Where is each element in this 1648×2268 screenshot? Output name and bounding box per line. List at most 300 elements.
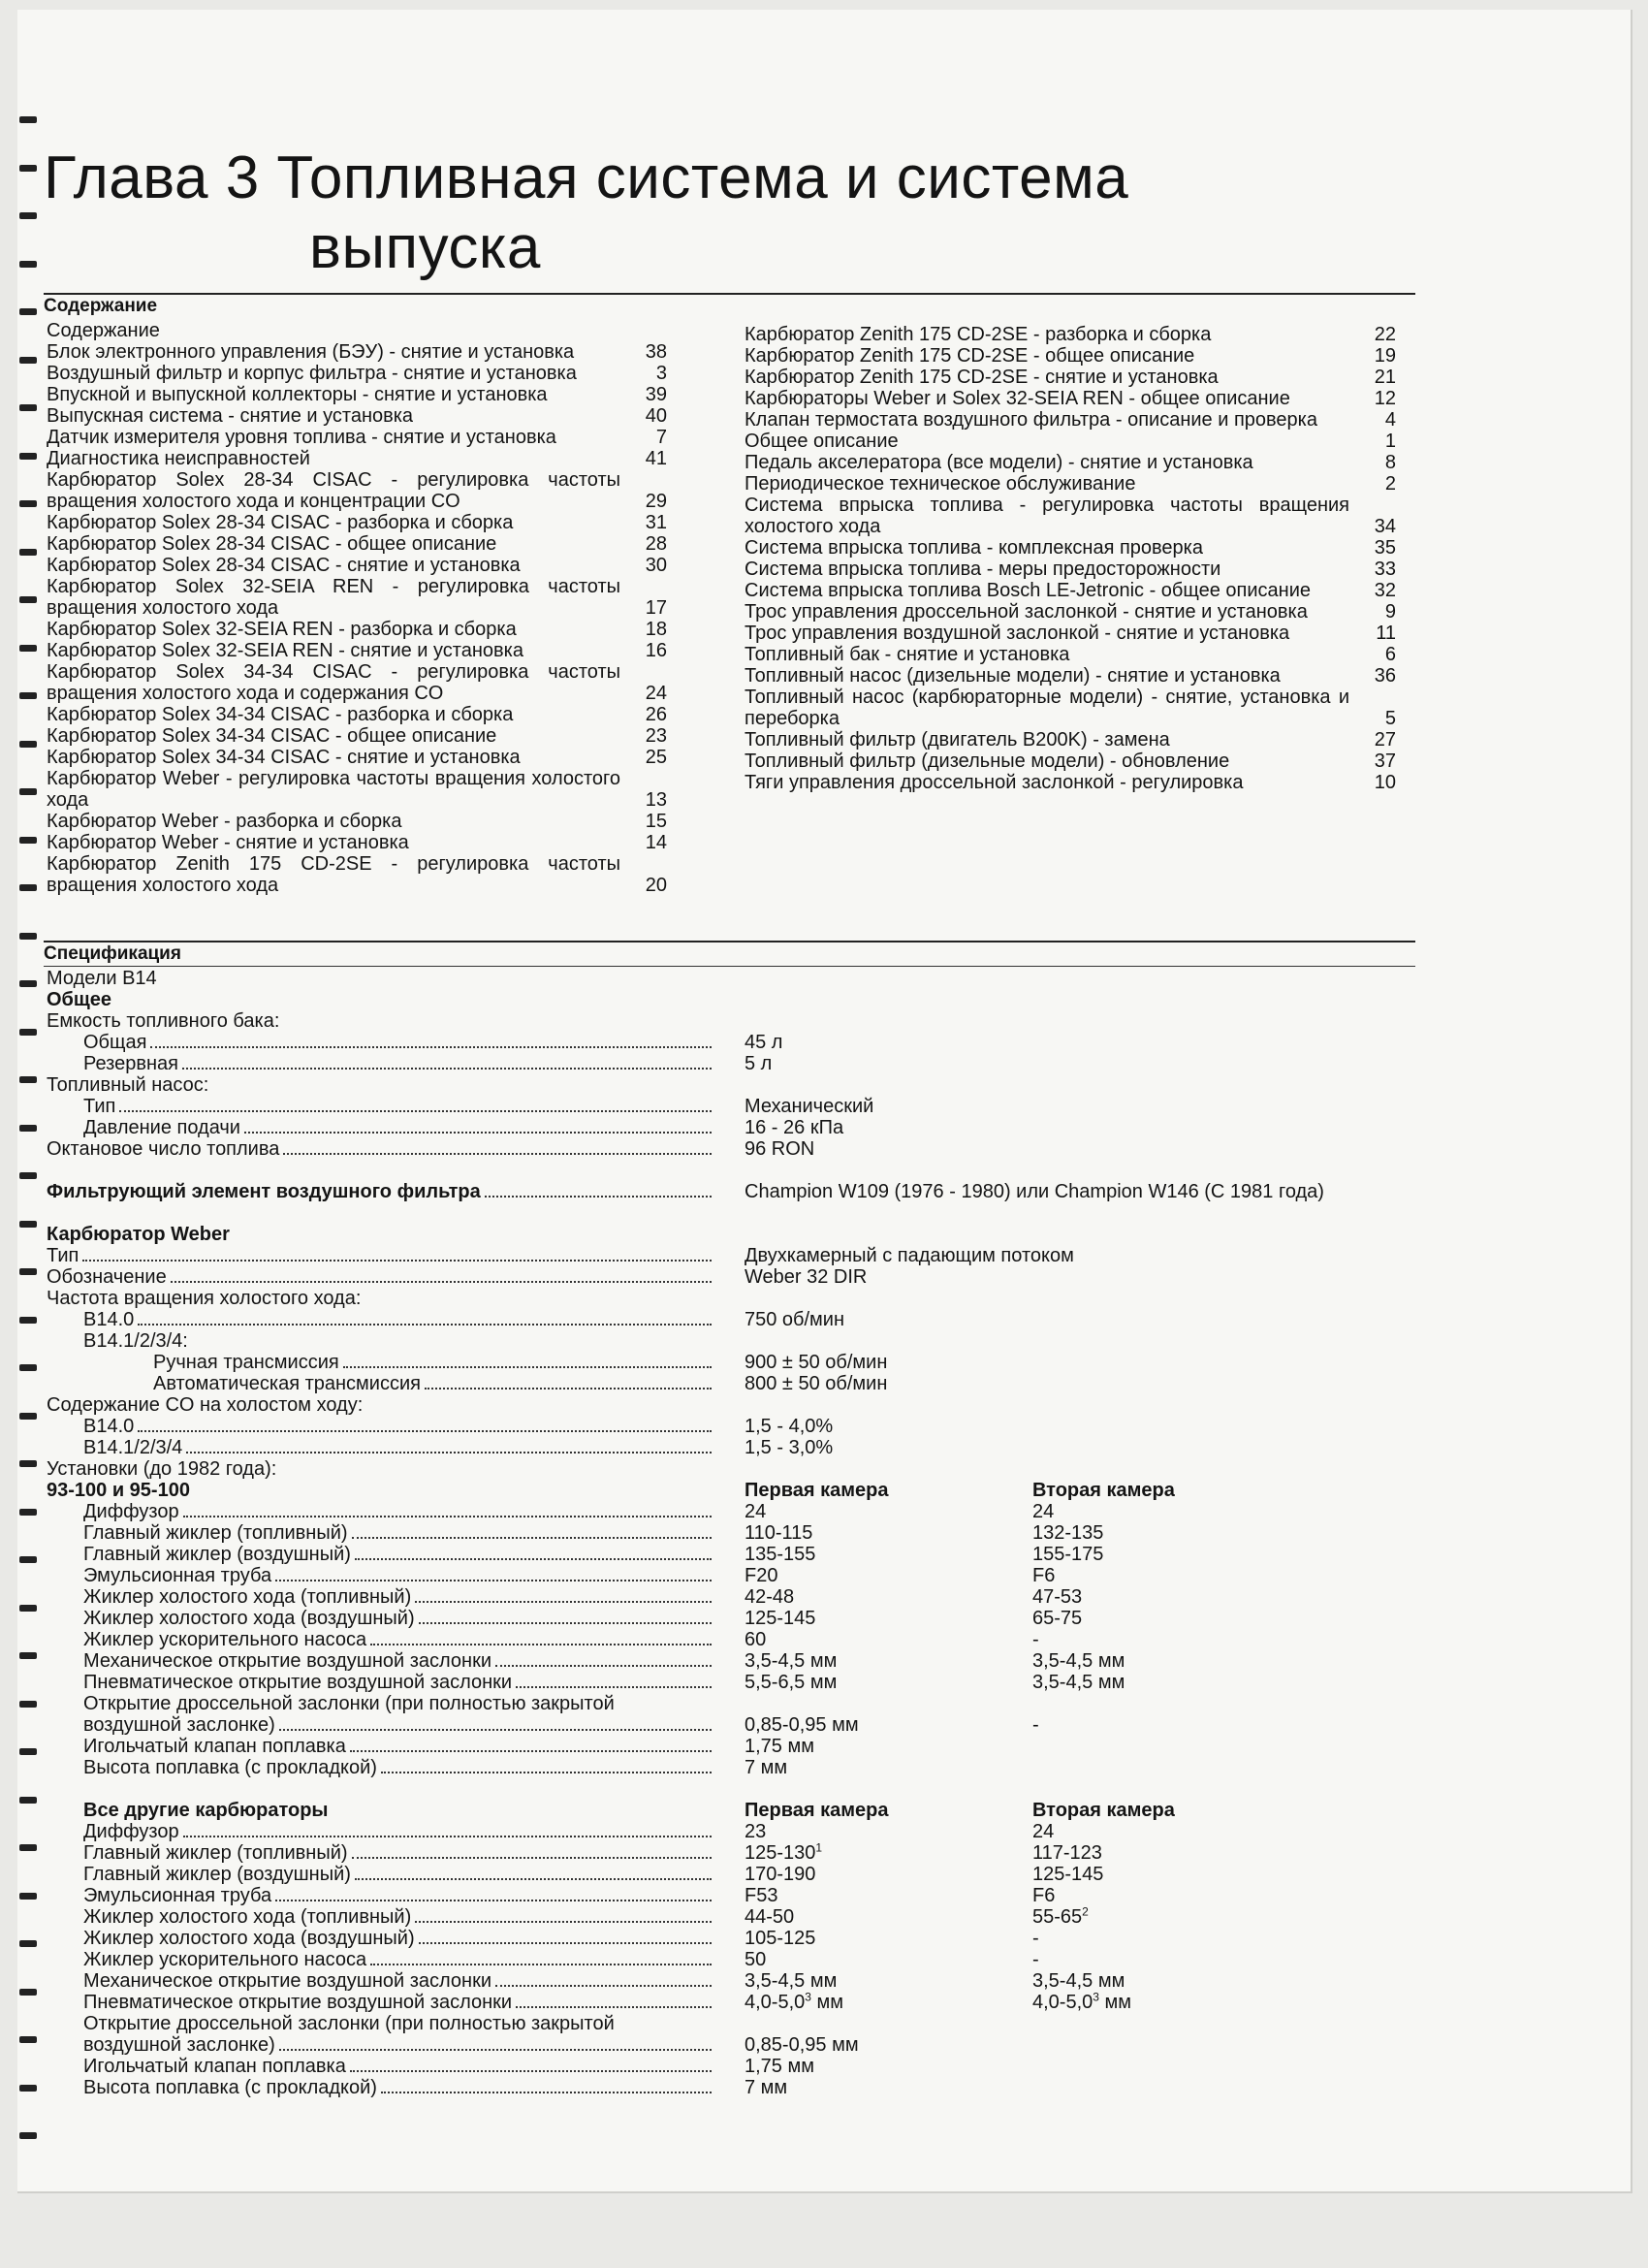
toc-entry-title: Тяги управления дроссельной заслонкой - регулировка	[745, 772, 1244, 793]
chapter-title	[44, 144, 1128, 283]
spec-value-text: 47-53	[1032, 1586, 1083, 1608]
toc-entry	[745, 409, 1396, 431]
binder-holes	[19, 116, 41, 2172]
spec-value-text: Двухкамерный с падающим потоком	[745, 1245, 1074, 1266]
spec-row	[47, 1202, 1442, 1224]
spec-label: Эмульсионная труба	[83, 1885, 272, 1906]
spec-value-text: 60	[745, 1629, 767, 1650]
binder-hole	[19, 1940, 37, 1947]
spec-label: Главный жиклер (топливный)	[83, 1842, 348, 1864]
spec-row	[47, 1928, 1442, 1949]
spec-label: Высота поплавка (с прокладкой)	[83, 1757, 377, 1778]
dot-leader	[186, 1452, 712, 1453]
toc-entry-title: Карбюратор Solex 34-34 CISAC - общее описание	[47, 725, 497, 747]
toc-entry-title: Карбюратор Solex 28-34 CISAC - разборка и сборка	[47, 512, 514, 533]
binder-hole	[19, 1652, 37, 1659]
binder-hole	[19, 1460, 37, 1467]
toc-entry-title: Система впрыска топлива - меры предосторожности	[745, 559, 1221, 580]
spec-value-text: 4,0-5,0	[745, 1992, 806, 2013]
dot-leader	[370, 1964, 712, 1965]
spec-value-primary	[745, 1138, 814, 1160]
toc-entry	[745, 580, 1396, 601]
spec-label: Тип	[47, 1245, 79, 1266]
spec-row	[47, 1544, 1442, 1565]
spec-label: Общая	[83, 1032, 147, 1053]
spec-value-primary	[745, 1928, 815, 1949]
spec-heading	[44, 941, 1415, 964]
binder-hole	[19, 1844, 37, 1851]
spec-value-primary	[745, 1053, 772, 1074]
spec-value-unit: мм	[810, 1992, 844, 2013]
toc-entry-title: Карбюратор Zenith 175 CD-2SE - разборка и сборка	[745, 324, 1212, 345]
spec-value-text: 3,5-4,5 мм	[1032, 1650, 1125, 1672]
toc-entry-title: Карбюраторы Weber и Solex 32-SEIA REN - общее описание	[745, 388, 1290, 409]
toc-entry-page: 33	[1374, 559, 1396, 580]
toc-entry	[47, 555, 667, 576]
toc-entry-page: 8	[1384, 452, 1396, 473]
spec-value-primary	[745, 1181, 1324, 1202]
toc-entry	[745, 751, 1396, 772]
spec-value-secondary	[1032, 1586, 1082, 1608]
spec-row	[47, 1864, 1442, 1885]
toc-entry	[745, 623, 1396, 644]
spec-value-secondary	[1032, 1629, 1039, 1650]
spec-row	[47, 2013, 1442, 2034]
spec-value-text: 110-115	[745, 1522, 813, 1544]
spec-row	[47, 1778, 1442, 1800]
spec-value-text: 3,5-4,5 мм	[1032, 1970, 1125, 1992]
binder-hole	[19, 1413, 37, 1420]
spec-value-primary	[745, 1544, 815, 1565]
footnote-mark: 1	[815, 1840, 823, 1855]
spec-row	[47, 1053, 1442, 1074]
toc-entry-page: 37	[1374, 751, 1396, 772]
spec-value-primary	[745, 1714, 859, 1736]
footnote-mark: 3	[805, 1990, 811, 2004]
binder-hole	[19, 1605, 37, 1612]
toc-entry	[47, 619, 667, 640]
spec-value-text: F6	[1032, 1565, 1056, 1586]
spec-row	[47, 1949, 1442, 1970]
toc-entry-title: Карбюратор Solex 34-34 CISAC - снятие и установка	[47, 747, 521, 768]
spec-value-text: 7 мм	[745, 1757, 788, 1778]
dot-leader	[516, 1686, 712, 1688]
toc-entry-page: 17	[645, 597, 667, 619]
dot-leader	[279, 2049, 712, 2051]
spec-value-secondary	[1032, 1821, 1054, 1842]
toc-entry	[47, 661, 667, 704]
toc-entry-title: Карбюратор Solex 28-34 CISAC - снятие и установка	[47, 555, 521, 576]
toc-entry-title: Карбюратор Solex 32-SEIA REN - снятие и установка	[47, 640, 523, 661]
spec-row	[47, 1650, 1442, 1672]
toc-entry-page: 26	[645, 704, 667, 725]
binder-hole	[19, 1364, 37, 1371]
spec-label: Ручная трансмиссия	[153, 1352, 339, 1373]
dot-leader	[138, 1324, 712, 1326]
spec-value-text: 24	[745, 1501, 767, 1522]
spec-value-primary	[745, 1757, 787, 1778]
spec-value-text: 0,85-0,95 мм	[745, 2034, 859, 2056]
dot-leader	[516, 2006, 712, 2008]
dot-leader	[415, 1921, 712, 1923]
spec-label: Частота вращения холостого хода:	[47, 1288, 362, 1309]
spec-row	[47, 1117, 1442, 1138]
spec-value-text: 16 - 26 кПа	[745, 1117, 844, 1138]
toc-entry-page: 32	[1374, 580, 1396, 601]
chapter-title-line2: выпуска	[309, 214, 541, 281]
spec-label: B14.1/2/3/4:	[83, 1330, 188, 1352]
dot-leader	[370, 1644, 712, 1645]
spec-value-primary	[745, 1629, 766, 1650]
spec-value-text: Champion W109 (1976 - 1980) или Champion W146 (C 1981 года)	[745, 1181, 1324, 1202]
toc-entry-title: Карбюратор Solex 32-SEIA REN - регулировка частоты вращения холостого хода	[47, 576, 620, 619]
binder-hole	[19, 116, 37, 123]
toc-entry-page: 35	[1374, 537, 1396, 559]
spec-value-secondary	[1032, 1970, 1125, 1992]
binder-hole	[19, 308, 37, 315]
toc-entry	[47, 576, 667, 619]
dot-leader	[183, 1516, 712, 1517]
spec-row	[47, 1693, 1442, 1714]
dot-leader	[244, 1132, 712, 1134]
spec-row	[47, 1245, 1442, 1266]
toc-entry-page: 9	[1384, 601, 1396, 623]
toc-entry-title: Карбюратор Solex 28-34 CISAC - общее описание	[47, 533, 497, 555]
spec-label: Карбюратор Weber	[47, 1224, 230, 1245]
spec-label: Диффузор	[83, 1821, 179, 1842]
toc-entry	[47, 427, 667, 448]
spec-value-secondary	[1032, 1885, 1055, 1906]
binder-hole	[19, 357, 37, 364]
spec-label: Открытие дроссельной заслонки (при полностью закрытой	[83, 1693, 615, 1714]
toc-entry	[47, 747, 667, 768]
dot-leader	[171, 1281, 712, 1283]
spec-row	[47, 989, 1442, 1010]
toc-entry-title: Впускной и выпускной коллекторы - снятие и установка	[47, 384, 548, 405]
spec-value-primary	[745, 1373, 887, 1394]
spec-value-text: 1,5 - 4,0%	[745, 1416, 834, 1437]
spec-value-primary	[745, 1501, 766, 1522]
chapter-title-line1: Глава 3 Топливная система и система	[44, 144, 1129, 211]
spec-label: Главный жиклер (воздушный)	[83, 1864, 351, 1885]
spec-label: Фильтрующий элемент воздушного фильтра	[47, 1181, 481, 1202]
spec-row	[47, 2056, 1442, 2077]
toc-entry	[745, 324, 1396, 345]
spec-row	[47, 1330, 1442, 1352]
spec-label: Высота поплавка (с прокладкой)	[83, 2077, 377, 2098]
spec-value-text: 96 RON	[745, 1138, 815, 1160]
toc-entry	[47, 512, 667, 533]
spec-table	[47, 968, 1442, 2098]
toc-entry-title: Карбюратор Weber - регулировка частоты вращения холостого хода	[47, 768, 620, 811]
spec-value-text: 50	[745, 1949, 767, 1970]
toc-entry	[745, 644, 1396, 665]
binder-hole	[19, 1556, 37, 1563]
spec-value-text: 44-50	[745, 1906, 795, 1928]
binder-hole	[19, 2036, 37, 2043]
binder-hole	[19, 1317, 37, 1324]
toc-entry-page: 31	[645, 512, 667, 533]
binder-hole	[19, 1797, 37, 1804]
toc-entry-page: 38	[645, 341, 667, 363]
toc-entry	[745, 665, 1396, 687]
binder-hole	[19, 1748, 37, 1755]
binder-hole	[19, 837, 37, 844]
toc-entry-page: 21	[1374, 367, 1396, 388]
toc-entry-title: Топливный насос (дизельные модели) - снятие и установка	[745, 665, 1281, 687]
spec-label: Жиклер холостого хода (воздушный)	[83, 1928, 415, 1949]
spec-row	[47, 2034, 1442, 2056]
toc-entry-page: 7	[655, 427, 667, 448]
toc-entry-page: 41	[645, 448, 667, 469]
spec-row	[47, 1501, 1442, 1522]
spec-label: Резервная	[83, 1053, 178, 1074]
dot-leader	[350, 2070, 712, 2072]
binder-hole	[19, 980, 37, 987]
spec-value-text: 800 ± 50 об/мин	[745, 1373, 888, 1394]
toc-entry	[745, 495, 1396, 537]
toc-entry	[745, 687, 1396, 729]
spec-row	[47, 1608, 1442, 1629]
toc-entry-title: Датчик измерителя уровня топлива - снятие и установка	[47, 427, 556, 448]
spec-value-text: 125-145	[745, 1608, 816, 1629]
spec-value-text: Вторая камера	[1032, 1800, 1175, 1821]
toc-entry-page: 27	[1374, 729, 1396, 751]
binder-hole	[19, 884, 37, 891]
footnote-mark: 3	[1093, 1990, 1099, 2004]
spec-label: Жиклер холостого хода (воздушный)	[83, 1608, 415, 1629]
toc-entry-page: 29	[645, 491, 667, 512]
toc-entry-title: Карбюратор Weber - разборка и сборка	[47, 811, 402, 832]
spec-label: Установки (до 1982 года):	[47, 1458, 277, 1480]
spec-row	[47, 1416, 1442, 1437]
spec-row	[47, 1586, 1442, 1608]
dot-leader	[119, 1110, 712, 1112]
spec-value-secondary	[1032, 1650, 1125, 1672]
spec-label: Эмульсионная труба	[83, 1565, 272, 1586]
spec-value-primary	[745, 1117, 843, 1138]
spec-divider	[44, 966, 1415, 967]
toc-entry-title: Карбюратор Solex 32-SEIA REN - разборка и сборка	[47, 619, 517, 640]
spec-value-text: 117-123	[1032, 1842, 1102, 1864]
spec-value-text: 900 ± 50 об/мин	[745, 1352, 888, 1373]
spec-row	[47, 1672, 1442, 1693]
spec-row	[47, 1480, 1442, 1501]
toc-entry-title: Система впрыска топлива - регулировка частоты вращения холостого хода	[745, 495, 1349, 537]
toc-entry	[745, 729, 1396, 751]
dot-leader	[343, 1366, 712, 1368]
spec-value-text: 135-155	[745, 1544, 816, 1565]
spec-row	[47, 1032, 1442, 1053]
spec-row	[47, 1352, 1442, 1373]
spec-value-primary	[745, 1821, 766, 1842]
toc-entry-title: Карбюратор Zenith 175 CD-2SE - снятие и установка	[745, 367, 1219, 388]
spec-value-secondary	[1032, 1800, 1175, 1821]
toc-entry	[47, 405, 667, 427]
toc-entry-page: 34	[1374, 516, 1396, 537]
binder-hole	[19, 1029, 37, 1036]
spec-value-secondary	[1032, 1842, 1102, 1864]
spec-label: Механическое открытие воздушной заслонки	[83, 1650, 492, 1672]
spec-value-text: 3,5-4,5 мм	[1032, 1672, 1125, 1693]
spec-row	[47, 1010, 1442, 1032]
spec-value-text: Первая камера	[745, 1800, 889, 1821]
toc-entry-title: Топливный насос (карбюраторные модели) - снятие, установка и переборка	[745, 687, 1349, 729]
spec-value-primary	[745, 1992, 843, 2013]
spec-label: Октановое число топлива	[47, 1138, 280, 1160]
spec-value-primary	[745, 1522, 812, 1544]
spec-value-secondary	[1032, 1522, 1103, 1544]
toc-left-column	[47, 320, 667, 896]
dot-leader	[279, 1729, 712, 1731]
toc-entry-title: Карбюратор Solex 34-34 CISAC - регулировка частоты вращения холостого хода и содержания CO	[47, 661, 620, 704]
toc-entry-title: Система впрыска топлива Bosch LE-Jetronic - общее описание	[745, 580, 1312, 601]
spec-value-primary	[745, 2034, 859, 2056]
spec-label: B14.1/2/3/4	[83, 1437, 183, 1458]
spec-value-secondary	[1032, 1544, 1103, 1565]
binder-hole	[19, 1989, 37, 1996]
toc-entry-page: 13	[645, 789, 667, 811]
binder-hole	[19, 404, 37, 411]
spec-value-text: 65-75	[1032, 1608, 1083, 1629]
spec-value-text: 7 мм	[745, 2077, 788, 2098]
spec-row	[47, 1906, 1442, 1928]
contents-heading-text: Содержание	[44, 296, 158, 316]
toc-entry	[47, 853, 667, 896]
spec-label: Общее	[47, 989, 112, 1010]
spec-value-primary	[745, 1352, 887, 1373]
spec-row	[47, 1757, 1442, 1778]
spec-value-primary	[745, 1245, 1074, 1266]
spec-row	[47, 1309, 1442, 1330]
spec-value-text: Вторая камера	[1032, 1480, 1175, 1501]
spec-value-text: 42-48	[745, 1586, 795, 1608]
binder-hole	[19, 500, 37, 507]
dot-leader	[419, 1942, 712, 1944]
spec-value-secondary	[1032, 1501, 1054, 1522]
spec-value-primary	[745, 1842, 822, 1864]
spec-value-text: 4,0-5,0	[1032, 1992, 1093, 2013]
spec-value-text: 105-125	[745, 1928, 816, 1949]
spec-label: воздушной заслонке)	[83, 2034, 275, 2056]
toc-entry	[47, 469, 667, 512]
spec-value-text: Механический	[745, 1096, 874, 1117]
toc-entry-title: Карбюратор Solex 34-34 CISAC - разборка и сборка	[47, 704, 514, 725]
spec-label: Пневматическое открытие воздушной заслонки	[83, 1992, 513, 2013]
toc-entry-page: 23	[645, 725, 667, 747]
spec-value-primary	[745, 1437, 833, 1458]
spec-label: Жиклер холостого хода (топливный)	[83, 1906, 412, 1928]
spec-value-primary	[745, 1096, 873, 1117]
toc-entry	[745, 431, 1396, 452]
toc-entry-title: Блок электронного управления (БЭУ) - снятие и установка	[47, 341, 575, 363]
spec-row	[47, 1437, 1442, 1458]
spec-value-primary	[745, 1672, 837, 1693]
dot-leader	[275, 1580, 712, 1581]
toc-entry-page: 16	[645, 640, 667, 661]
toc-entry	[47, 363, 667, 384]
spec-label: B14.0	[83, 1416, 135, 1437]
spec-label: Жиклер холостого хода (топливный)	[83, 1586, 412, 1608]
binder-hole	[19, 788, 37, 795]
spec-label: Давление подачи	[83, 1117, 240, 1138]
toc-entry-title: Диагностика неисправностей	[47, 448, 310, 469]
spec-value-text: -	[1032, 1928, 1039, 1949]
toc-entry-title: Топливный фильтр (двигатель B200K) - замена	[745, 729, 1170, 751]
spec-value-secondary	[1032, 1608, 1082, 1629]
spec-value-secondary	[1032, 1480, 1175, 1501]
toc-entry	[47, 640, 667, 661]
toc-entry	[47, 725, 667, 747]
toc-entry-title: Карбюратор Weber - снятие и установка	[47, 832, 409, 853]
dot-leader	[182, 1068, 712, 1070]
dot-leader	[381, 2092, 712, 2093]
toc-entry-page: 6	[1384, 644, 1396, 665]
spec-value-primary	[745, 1309, 844, 1330]
spec-value-text: Первая камера	[745, 1480, 889, 1501]
spec-row	[47, 2077, 1442, 2098]
spec-label: Модели B14	[47, 968, 157, 989]
spec-value-text: 0,85-0,95 мм	[745, 1714, 859, 1736]
spec-value-text: Weber 32 DIR	[745, 1266, 868, 1288]
binder-hole	[19, 1125, 37, 1132]
spec-value-primary	[745, 1650, 837, 1672]
toc-entry-page: 1	[1384, 431, 1396, 452]
spec-value-text: 1,75 мм	[745, 1736, 814, 1757]
toc-entry-title: Клапан термостата воздушного фильтра - описание и проверка	[745, 409, 1317, 431]
toc-entry-page: 4	[1384, 409, 1396, 431]
spec-row	[47, 1373, 1442, 1394]
spec-value-primary	[745, 1565, 777, 1586]
spec-value-primary	[745, 1608, 815, 1629]
spec-value-primary	[745, 1480, 889, 1501]
toc-entry	[745, 345, 1396, 367]
toc-entry-title: Трос управления дроссельной заслонкой - снятие и установка	[745, 601, 1308, 623]
toc-entry-page: 25	[645, 747, 667, 768]
toc-entry-title: Общее описание	[745, 431, 899, 452]
dot-leader	[485, 1196, 712, 1198]
toc-right-column	[745, 324, 1396, 793]
dot-leader	[352, 1537, 712, 1539]
spec-row	[47, 1800, 1442, 1821]
dot-leader	[495, 1985, 712, 1987]
toc-entry-title: Выпускная система - снятие и установка	[47, 405, 414, 427]
toc-entry-title: Педаль акселератора (все модели) - снятие и установка	[745, 452, 1253, 473]
binder-hole	[19, 1221, 37, 1228]
spec-value-unit: мм	[1098, 1992, 1132, 2013]
spec-label: B14.0	[83, 1309, 135, 1330]
spec-value-secondary	[1032, 1565, 1055, 1586]
spec-row	[47, 1138, 1442, 1160]
dot-leader	[352, 1857, 712, 1859]
spec-value-text: 750 об/мин	[745, 1309, 845, 1330]
toc-entry-page: 11	[1376, 623, 1396, 644]
toc-entry-page: 5	[1384, 708, 1396, 729]
toc-entry	[745, 559, 1396, 580]
spec-label: Игольчатый клапан поплавка	[83, 2056, 346, 2077]
toc-entry-title: Карбюратор Zenith 175 CD-2SE - общее описание	[745, 345, 1195, 367]
spec-row	[47, 1181, 1442, 1202]
spec-value-primary	[745, 1864, 815, 1885]
spec-value-primary	[745, 1970, 837, 1992]
spec-value-text: 1,75 мм	[745, 2056, 814, 2077]
binder-hole	[19, 1076, 37, 1083]
spec-value-text: 170-190	[745, 1864, 816, 1885]
spec-row	[47, 1565, 1442, 1586]
spec-value-primary	[745, 1416, 833, 1437]
toc-entry-page: 40	[645, 405, 667, 427]
spec-value-text: 55-65	[1032, 1906, 1083, 1928]
